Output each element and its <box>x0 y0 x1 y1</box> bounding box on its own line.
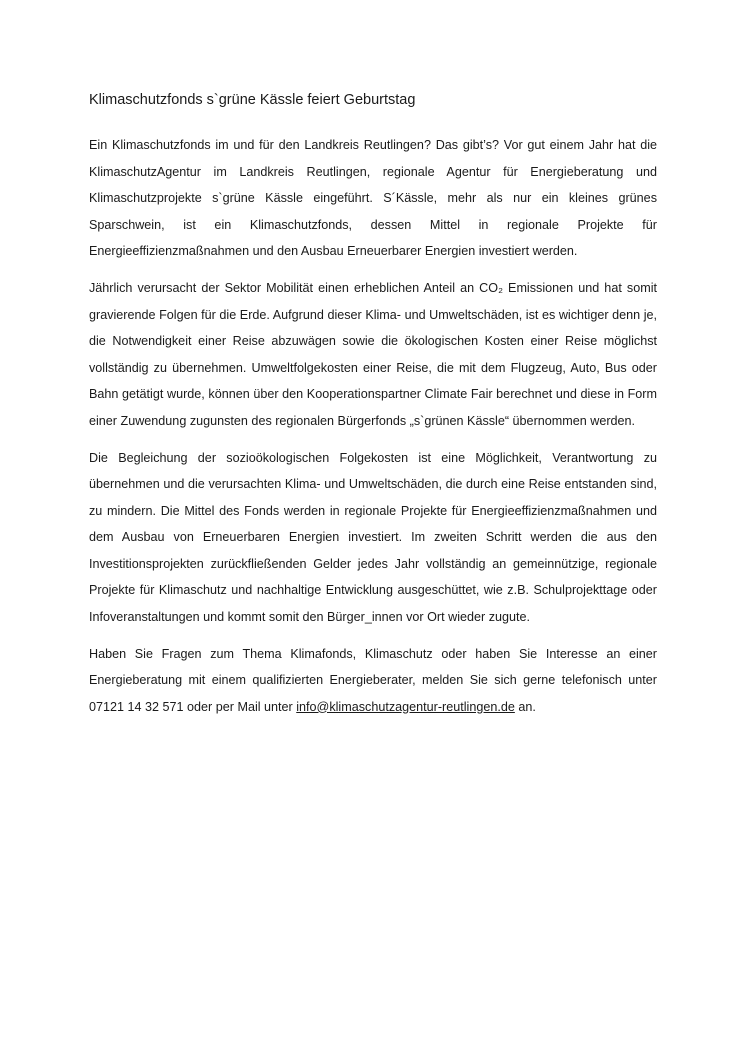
paragraph-mobility: Jährlich verursacht der Sektor Mobilität einen erheblichen Anteil an CO₂ Emissionen und hat somit gravierende Folgen für die Erde. Aufgrund dieser Klima- und Umweltschäden, ist es wichtiger denn je, die Notwendigkeit einer Reise abzuwägen sowie die ökologischen Kosten einer Reise möglichst vollständig zu übernehmen. Umweltfolgekosten einer Reise, die mit dem Flugzeug, Auto, Bus oder Bahn getätigt wurde, können über den Kooperationspartner Climate Fair berechnet und diese in Form einer Zuwendung zugunsten des regionalen Bürgerfonds „s`grünen Kässle“ übernommen werden. <box>89 281 657 428</box>
paragraph-intro: Ein Klimaschutzfonds im und für den Landkreis Reutlingen? Das gibt’s? Vor gut einem Jahr hat die KlimaschutzAgentur im Landkreis Reutlingen, regionale Agentur für Energieberatung und Klimaschutzprojekte s`grüne Kässle eingeführt. S´Kässle, mehr als nur ein kleines grünes Sparschwein, ist ein Klimaschutzfonds, dessen Mittel in regionale Projekte für Energieeffizienzmaßnahmen und den Ausbau Erneuerbarer Energien investiert werden. <box>89 138 657 258</box>
paragraph-contact <box>89 641 657 721</box>
contact-text: Haben Sie Fragen zum Thema Klimafonds, Klimaschutz oder haben Sie Interesse an einer Energieberatung mit einem qualifizierten Energieberater, melden Sie sich gerne telefonisch unter 07121 14 32 571 oder per Mail unter <box>89 646 657 714</box>
document-title: Klimaschutzfonds s`grüne Kässle feiert Geburtstag <box>89 92 416 108</box>
email-link[interactable]: info@klimaschutzagentur-reutlingen.de <box>296 699 515 714</box>
contact-text-end: an. <box>514 699 536 714</box>
paragraph-compensation: Die Begleichung der sozioökologischen Folgekosten ist eine Möglichkeit, Verantwortung zu übernehmen und die verursachten Klima- und Umweltschäden, die durch eine Reise entstanden sind, zu mindern. Die Mittel des Fonds werden in regionale Projekte für Energieeffizienzmaßnahmen und dem Ausbau von Erneuerbaren Energien investiert. Im zweiten Schritt werden die aus den Investitionsprojekten zurückfließenden Gelder jedes Jahr vollständig an gemeinnützige, regionale Projekte für Klimaschutz und nachhaltige Entwicklung ausgeschüttet, wie z.B. Schulprojekttage oder Infoveranstaltungen und kommt somit den Bürger_innen vor Ort wieder zugute. <box>89 450 657 624</box>
document-page <box>89 90 657 731</box>
